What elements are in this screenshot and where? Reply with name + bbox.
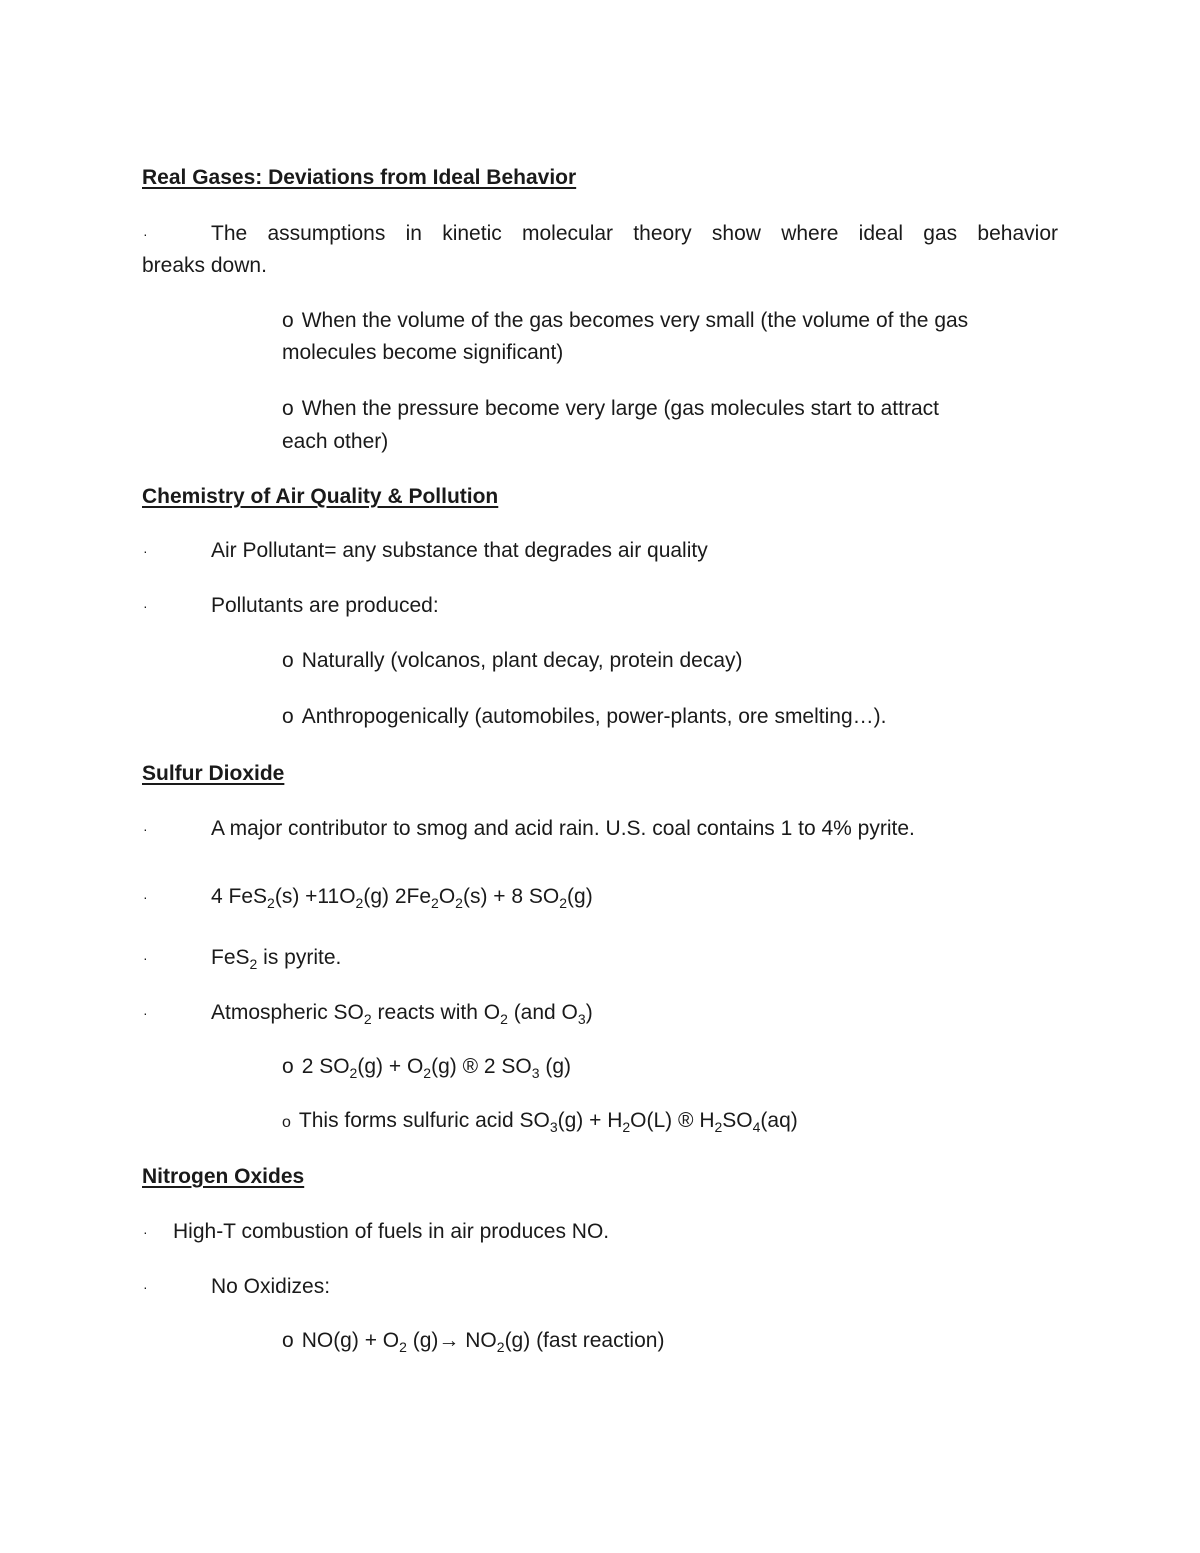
sub-item-volume-line1: o When the volume of the gas becomes very small (the volume of the gas: [282, 305, 968, 337]
paragraph-kmt-line1: The assumptions in kinetic molecular theory show where ideal gas behavior: [211, 222, 1058, 245]
bullet-atmospheric-so2: Atmospheric $SO_2$ reacts with $O_2$ (and $O_3$): [211, 1001, 593, 1027]
sub-item-pressure-line1: o When the pressure become very large (gas molecules start to attract: [282, 393, 939, 425]
bullet-no-oxidizes: No Oxidizes:: [211, 1275, 331, 1298]
sub-item-anthropogenically: o Anthropogenically (automobiles, power-plants, ore smelting…).: [282, 701, 886, 733]
bullet-dot: ·: [143, 889, 148, 905]
sub-item-volume-line2: molecules become significant): [282, 341, 564, 364]
heading-sulfur-dioxide: Sulfur Dioxide: [142, 762, 285, 785]
sub-item-pressure-line2: each other): [282, 430, 389, 453]
sub-bullet-marker: o: [282, 1114, 291, 1131]
equation-sulfuric-acid: o This forms sulfuric acid $SO_3(g) + H_2O(L)$ ® $H_2SO_4(aq)$: [282, 1105, 798, 1139]
sub-bullet-marker: o: [282, 649, 294, 672]
equation-no-oxidation: o $NO(g) + O_2$ $(g)\to NO_2(g)$ (fast reaction): [282, 1325, 664, 1357]
bullet-dot: ·: [143, 1005, 148, 1021]
sub-bullet-marker: o: [282, 397, 294, 420]
bullet-dot: ·: [143, 598, 148, 614]
bullet-smog-contributor: A major contributor to smog and acid rain. U.S. coal contains 1 to 4% pyrite.: [211, 817, 915, 840]
heading-air-quality: Chemistry of Air Quality & Pollution: [142, 485, 499, 508]
equation-pyrite-combustion: 4 $FeS_2(s) +11O_2(g) 2Fe_2O_2(s) + 8$ $SO_2(g)$: [211, 885, 593, 911]
sub-bullet-marker: o: [282, 1055, 294, 1078]
bullet-dot: ·: [143, 950, 148, 966]
sub-bullet-marker: o: [282, 705, 294, 728]
sub-bullet-marker: o: [282, 1329, 294, 1352]
bullet-high-t-combustion: High-T combustion of fuels in air produces NO.: [173, 1220, 610, 1243]
bullet-air-pollutant: Air Pollutant= any substance that degrades air quality: [211, 539, 708, 562]
sub-item-naturally: o Naturally (volcanos, plant decay, protein decay): [282, 645, 743, 677]
equation-so2-oxidation: o 2 $SO_2(g) + O_2(g)$ ® 2 $SO_3$ (g): [282, 1051, 571, 1083]
heading-nitrogen-oxides: Nitrogen Oxides: [142, 1165, 305, 1188]
bullet-dot: ·: [143, 1224, 148, 1240]
bullet-dot: ·: [143, 543, 148, 559]
bullet-pollutants-produced: Pollutants are produced:: [211, 594, 439, 617]
paragraph-kmt-line2: breaks down.: [142, 254, 267, 277]
bullet-fes2-pyrite: FeS$_2$ is pyrite.: [211, 946, 342, 972]
sub-bullet-marker: o: [282, 309, 294, 332]
bullet-dot: ·: [143, 821, 148, 837]
bullet-dot: ·: [143, 226, 148, 242]
heading-real-gases: Real Gases: Deviations from Ideal Behavior: [142, 166, 577, 189]
bullet-dot: ·: [143, 1279, 148, 1295]
